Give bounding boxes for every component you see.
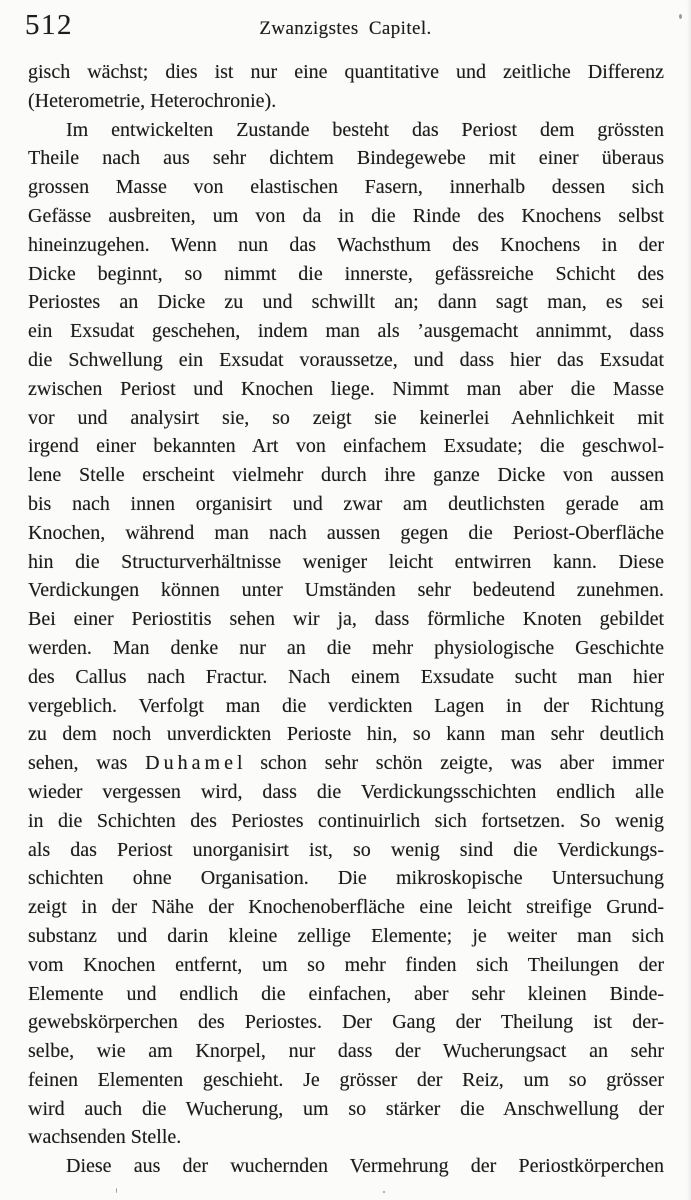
text-line: grossen Masse von elastischen Fasern, innerhalb dessen sich <box>28 176 664 199</box>
text-line: sehen, was D u h a m e l schon sehr schön zeigte, was aber immer <box>28 752 664 775</box>
text-line: wachsenden Stelle. <box>28 1126 182 1149</box>
text-line: Theile nach aus sehr dichtem Bindegewebe mit einer überaus <box>28 147 664 170</box>
text-line: wieder vergessen wird, dass die Verdickungsschichten endlich alle <box>28 780 664 803</box>
text-line: irgend einer bekannten Art von einfachem Exsudate; die geschwol- <box>28 435 664 458</box>
text-line: ein Exsudat geschehen, indem man als ’ausgemacht annimmt, dass <box>28 320 664 343</box>
text-line: gewebskörperchen des Periostes. Der Gang der Theilung ist der- <box>28 1011 664 1034</box>
chapter-title: Zwanzigstes Capitel. <box>259 18 432 39</box>
text-line: Gefässe ausbreiten, um von da in die Rinde des Knochens selbst <box>28 204 664 227</box>
text-line: vergeblich. Verfolgt man die verdickten Lagen in der Richtung <box>28 694 664 717</box>
text-line: wird auch die Wucherung, um so stärker die Anschwellung der <box>28 1097 664 1120</box>
text-line: lene Stelle erscheint vielmehr durch ihre ganze Dicke von aussen <box>28 464 664 487</box>
text-line: des Callus nach Fractur. Nach einem Exsudate sucht man hier <box>28 665 664 688</box>
text-line: (Heterometrie, Heterochronie). <box>28 89 277 112</box>
text-line: Knochen, während man nach aussen gegen die Periost-Oberfläche <box>28 521 664 544</box>
text-line: vor und analysirt sie, so zeigt sie keinerlei Aehnlichkeit mit <box>28 406 664 429</box>
text-line: in die Schichten des Periostes continuirlich sich fortsetzen. So wenig <box>28 809 664 832</box>
text-line: zu dem noch unverdickten Perioste hin, so kann man sehr deutlich <box>28 723 664 746</box>
text-line: werden. Man denke nur an die mehr physiologische Geschichte <box>28 636 664 659</box>
text-line: hineinzugehen. Wenn nun das Wachsthum des Knochens in der <box>28 233 664 256</box>
text-line: zeigt in der Nähe der Knochenoberfläche eine leicht streifige Grund- <box>28 896 664 919</box>
scan-speck <box>383 1191 385 1193</box>
scan-speck <box>116 1188 117 1193</box>
text-line: hin die Structurverhältnisse weniger leicht entwirren kann. Diese <box>28 550 664 573</box>
text-line: Diese aus der wuchernden Vermehrung der Periostkörperchen <box>66 1155 664 1178</box>
text-line: bis nach innen organisirt und zwar am deutlichsten gerade am <box>28 492 664 515</box>
body-text <box>28 58 664 1181</box>
text-line: zwischen Periost und Knochen liege. Nimmt man aber die Masse <box>28 377 664 400</box>
scan-speck <box>679 14 682 19</box>
text-line: feinen Elementen geschieht. Je grösser der Reiz, um so grösser <box>28 1068 664 1091</box>
text-line: Periostes an Dicke zu und schwillt an; dann sagt man, es sei <box>28 291 664 314</box>
text-line: substanz und darin kleine zellige Elemente; je weiter man sich <box>28 924 664 947</box>
text-line: Dicke beginnt, so nimmt die innerste, gefässreiche Schicht des <box>28 262 664 285</box>
text-line: Im entwickelten Zustande besteht das Periost dem grössten <box>66 118 664 141</box>
text-line: Elemente und endlich die einfachen, aber sehr kleinen Binde- <box>28 982 664 1005</box>
scan-edge-shadow <box>687 0 691 1200</box>
page-number: 512 <box>25 9 73 41</box>
text-line: gisch wächst; dies ist nur eine quantitative und zeitliche Differenz <box>28 61 664 83</box>
text-line: die Schwellung ein Exsudat voraussetze, und dass hier das Exsudat <box>28 348 664 371</box>
text-line: schichten ohne Organisation. Die mikroskopische Untersuchung <box>28 867 664 890</box>
text-line: als das Periost unorganisirt ist, so wenig sind die Verdickungs- <box>28 838 664 861</box>
page-header <box>0 0 691 50</box>
text-line: selbe, wie am Knorpel, nur dass der Wucherungsact an sehr <box>28 1040 664 1063</box>
text-line: Bei einer Periostitis sehen wir ja, dass förmliche Knoten gebildet <box>28 608 664 631</box>
text-line: vom Knochen entfernt, um so mehr finden sich Theilungen der <box>28 953 664 976</box>
text-line: Verdickungen können unter Umständen sehr bedeutend zunehmen. <box>28 579 664 602</box>
